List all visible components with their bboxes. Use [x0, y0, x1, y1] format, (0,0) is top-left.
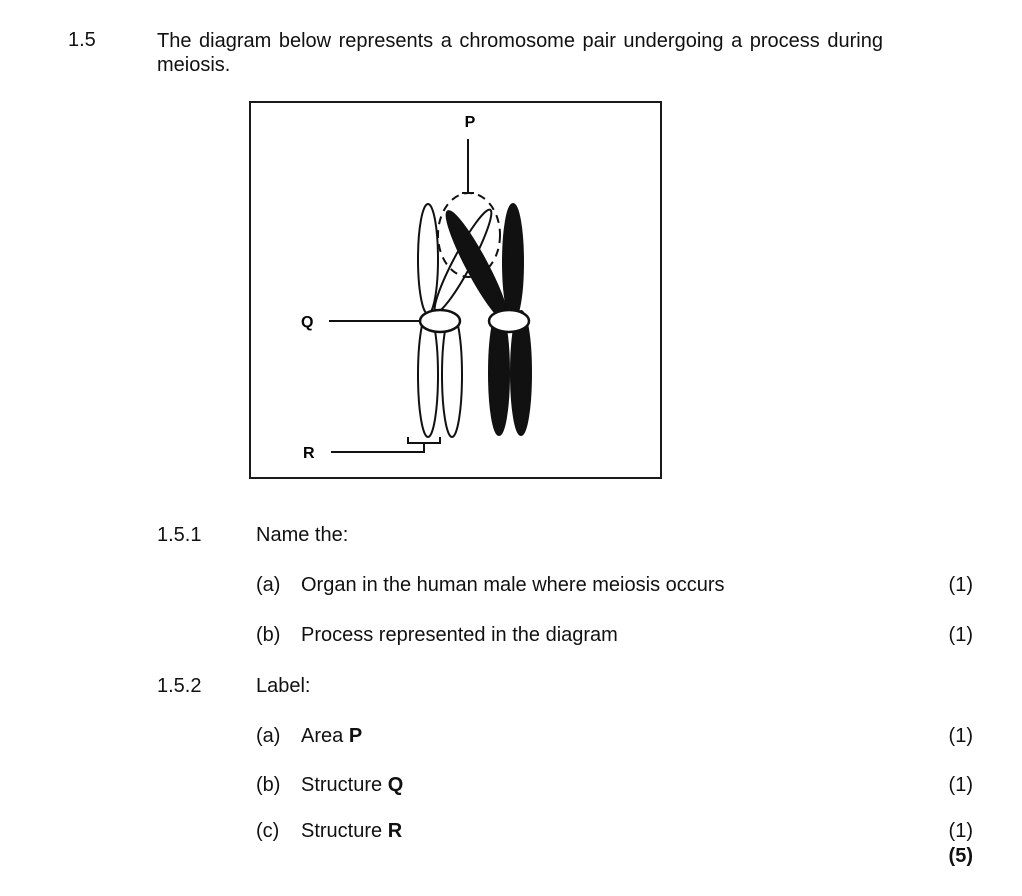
item-text-bold: R: [387, 820, 403, 842]
chromosome-pair-drawing: [251, 103, 660, 477]
item-text-plain: Area: [301, 725, 349, 747]
chromosome-diagram: [249, 101, 662, 479]
label-q: Q: [301, 314, 314, 331]
total-marks: (5): [948, 845, 973, 867]
item-text-plain: Structure: [301, 774, 388, 796]
white-centromere: [420, 310, 460, 332]
item-marks: (1): [948, 774, 973, 796]
item-letter: (a): [256, 725, 281, 747]
item-letter: (b): [256, 624, 281, 646]
item-text: [301, 820, 402, 843]
label-p: P: [464, 114, 476, 131]
sub-question-number: 1.5.1: [157, 524, 202, 546]
item-marks: (1): [948, 820, 973, 842]
item-text-plain: Structure: [301, 820, 388, 842]
item-text: [301, 774, 403, 797]
item-marks: (1): [948, 624, 973, 646]
question-number: 1.5: [68, 29, 96, 51]
item-text-bold: Q: [387, 774, 404, 796]
white-chromatid-upper-left: [418, 204, 438, 314]
black-centromere: [489, 310, 529, 332]
item-text: Process represented in the diagram: [301, 624, 618, 646]
sub-question-prompt: Name the:: [256, 524, 349, 546]
item-text: Organ in the human male where meiosis occurs: [301, 574, 725, 596]
item-marks: (1): [948, 725, 973, 747]
item-letter: (a): [256, 574, 281, 596]
item-letter: (c): [256, 820, 280, 842]
label-r-bracket: [408, 437, 440, 443]
sub-question-prompt: Label:: [256, 675, 311, 697]
black-chromatid-upper-right: [503, 204, 523, 320]
item-letter: (b): [256, 774, 281, 796]
sub-question-number: 1.5.2: [157, 675, 202, 697]
question-intro: The diagram below represents a chromosome pair undergoing a process during meiosis.: [157, 30, 883, 76]
item-marks: (1): [948, 574, 973, 596]
label-r: R: [303, 445, 315, 462]
item-text: [301, 725, 362, 748]
item-text-bold: P: [348, 725, 363, 747]
